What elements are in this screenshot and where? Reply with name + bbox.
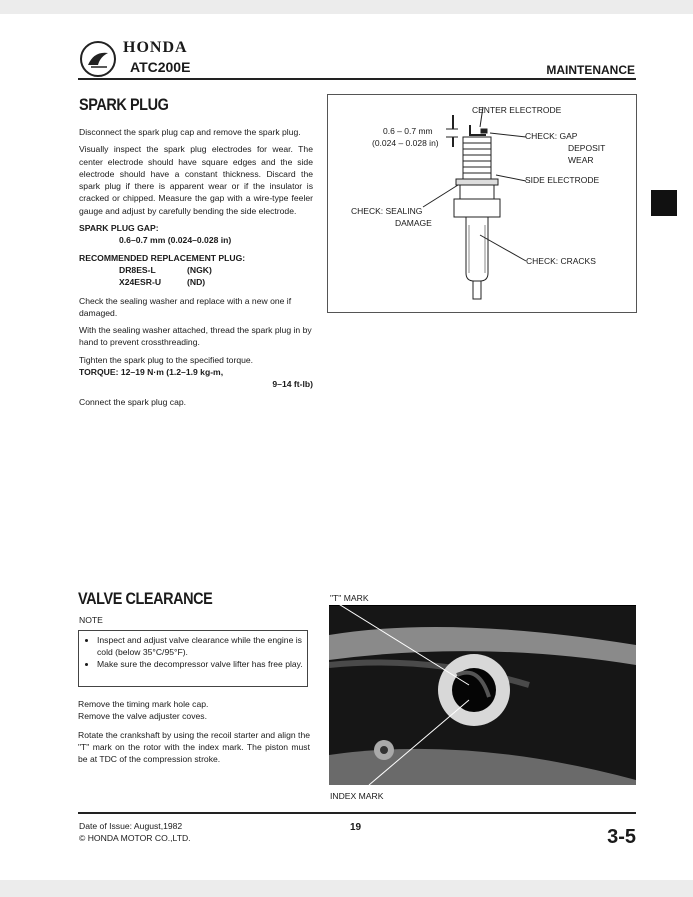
- label-side-electrode: SIDE ELECTRODE: [525, 175, 600, 185]
- plug-model: X24ESR-U: [119, 277, 162, 288]
- torque-spec-cont: 9–14 ft-lb): [272, 379, 313, 390]
- replacement-plug-label: RECOMMENDED REPLACEMENT PLUG:: [79, 252, 246, 263]
- paragraph: Rotate the crankshaft by using the recoil starter and align the "T" mark on the rotor with the index mark. The piston must be at TDC of the compression stroke.: [78, 729, 310, 765]
- paragraph: Disconnect the spark plug cap and remove the spark plug.: [79, 127, 301, 137]
- spark-plug-drawing: [328, 95, 636, 312]
- plug-model: DR8ES-L: [119, 264, 156, 275]
- spark-plug-text: [79, 126, 313, 408]
- note-item: • Inspect and adjust valve clearance while the engine is cold (below 35°C/95°F).: [97, 634, 303, 658]
- copyright: © HONDA MOTOR CO.,LTD.: [79, 833, 191, 843]
- label-center-electrode: CENTER ELECTRODE: [472, 105, 562, 115]
- section-title: MAINTENANCE: [546, 63, 635, 77]
- label-check-wear: WEAR: [568, 155, 594, 165]
- plug-row: [79, 276, 313, 288]
- honda-wing-logo-icon: [80, 41, 116, 77]
- paragraph: Visually inspect the spark plug electrodes for wear. The center electrode should have square edges and the side electrode should have a constant thickness. Discard the spark plug if there is apparent wear or if the insulator is cracked or chipped. Measure the gap with a wire-type feeler gauge and adjust by carefully bending the side electrode.: [79, 144, 313, 216]
- label-check-sealing: CHECK: SEALING: [351, 206, 423, 216]
- page-number: 3-5: [607, 826, 636, 848]
- label-gap-mm: 0.6 – 0.7 mm: [383, 126, 433, 136]
- model-name: ATC200E: [130, 59, 191, 75]
- timing-mark-photo: [329, 605, 636, 785]
- label-check-gap: CHECK: GAP: [525, 131, 578, 141]
- section-tab-marker: [651, 190, 677, 216]
- plug-maker: (NGK): [187, 264, 212, 275]
- header-divider: [78, 78, 636, 80]
- paragraph: Remove the valve adjuster coves.: [78, 711, 207, 722]
- brand-title: HONDA: [123, 39, 188, 56]
- paragraph: Connect the spark plug cap.: [79, 396, 187, 407]
- engine-photo-drawing: [329, 605, 636, 785]
- torque-spec: TORQUE: 12–19 N·m (1.2–1.9 kg-m,: [79, 367, 224, 378]
- gap-label: SPARK PLUG GAP:: [79, 223, 159, 234]
- spark-plug-heading: SPARK PLUG: [79, 95, 169, 114]
- index-mark-label: INDEX MARK: [330, 791, 384, 801]
- page-number-small: 19: [350, 822, 362, 833]
- paragraph: Tighten the spark plug to the specified torque.: [79, 354, 254, 365]
- label-gap-in: (0.024 – 0.028 in): [372, 138, 439, 148]
- label-check-cracks: CHECK: CRACKS: [526, 256, 596, 266]
- label-sealing-damage: DAMAGE: [395, 218, 432, 228]
- issue-date: Date of Issue: August,1982: [79, 821, 183, 831]
- footer-divider: [78, 812, 636, 814]
- note-box: [78, 630, 308, 687]
- note-label: NOTE: [79, 615, 103, 625]
- paragraph: Check the sealing washer and replace with a new one if damaged.: [79, 295, 292, 318]
- valve-clearance-heading: VALVE CLEARANCE: [78, 589, 213, 608]
- note-item: • Make sure the decompressor valve lifter has free play.: [97, 658, 303, 670]
- valve-text: [78, 698, 310, 765]
- paragraph: With the sealing washer attached, thread the spark plug in by hand to prevent crossthreading.: [79, 325, 312, 348]
- label-check-deposit: DEPOSIT: [568, 143, 606, 153]
- gap-value: 0.6–0.7 mm (0.024–0.028 in): [119, 235, 232, 246]
- t-mark-label: "T" MARK: [330, 593, 369, 603]
- plug-maker: (ND): [187, 277, 206, 288]
- paragraph: Remove the timing mark hole cap.: [78, 699, 209, 709]
- plug-row: [79, 264, 313, 276]
- spark-plug-diagram: [327, 94, 637, 313]
